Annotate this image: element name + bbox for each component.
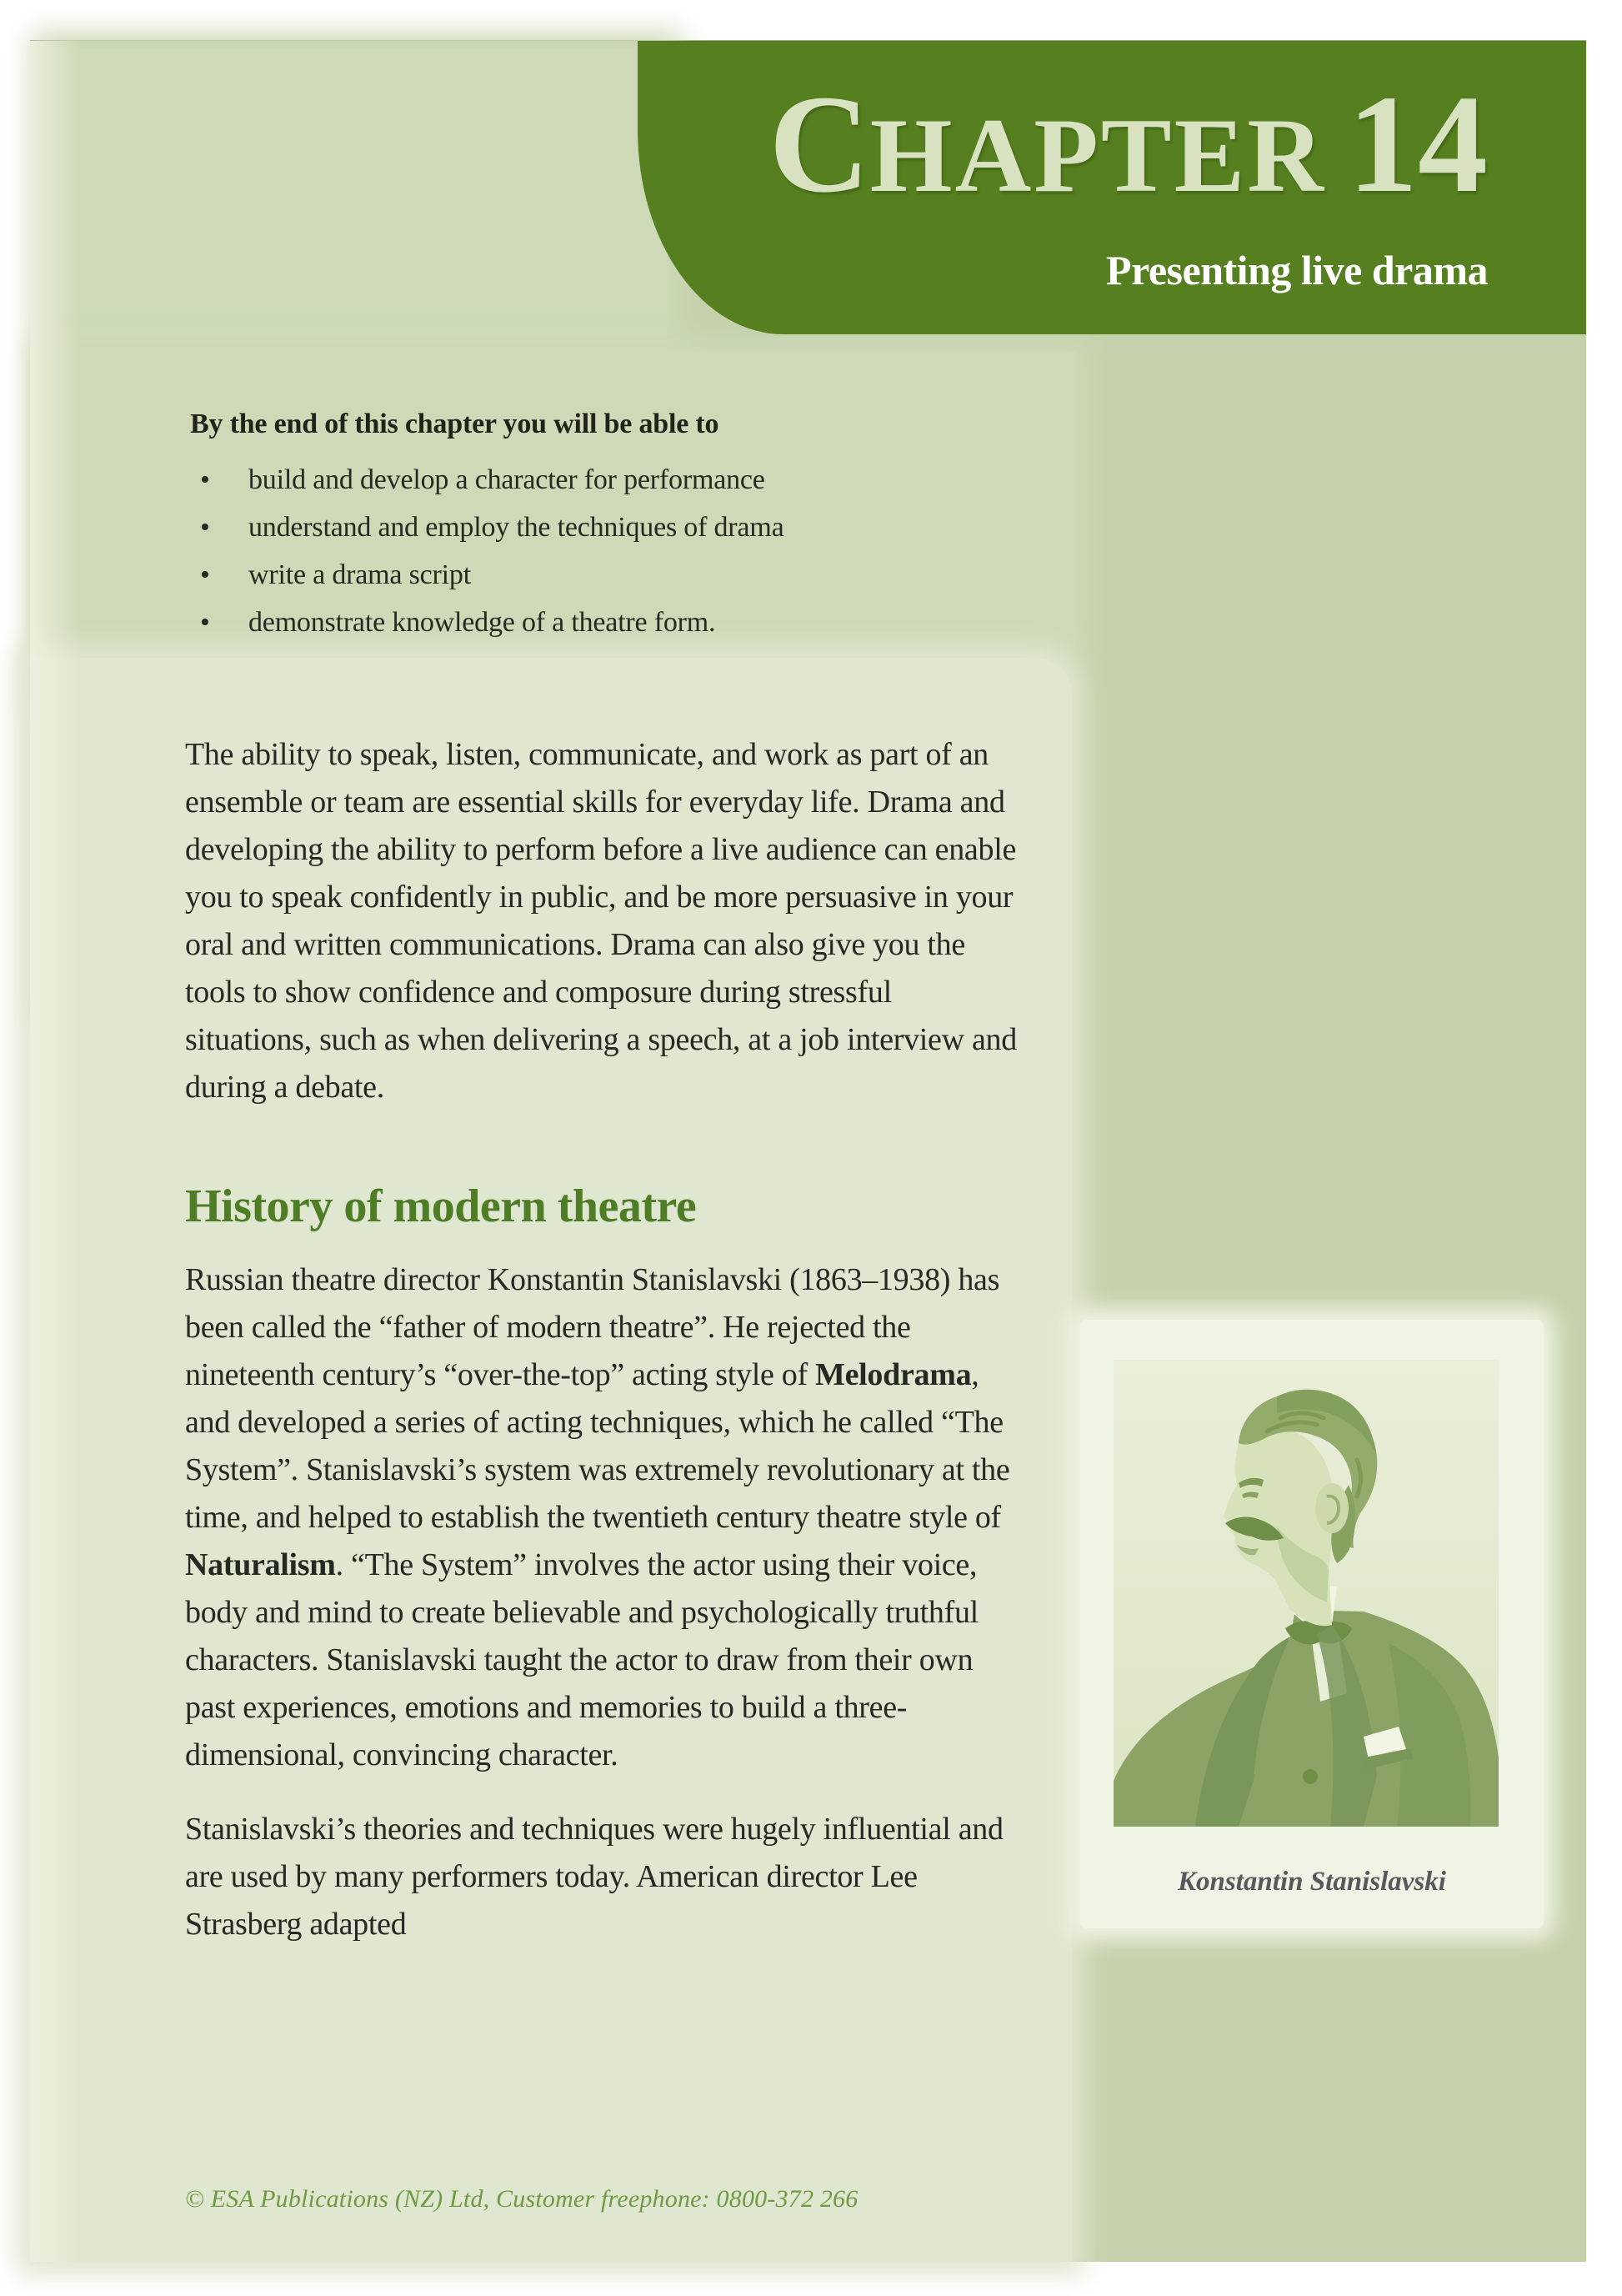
objective-item: [190, 504, 1032, 551]
section-heading: History of modern theatre: [185, 1181, 697, 1232]
intro-paragraph: The ability to speak, listen, communicate, and work as part of an ensemble or team are essential skills for everyday life. Drama and developing the ability to perform before a live audience can enable you to speak confidently in public, and be more persuasive in your oral and written communications. Drama can also give you the tools to show confidence and composure during stressful situations, such as when delivering a speech, at a job interview and during a debate.: [185, 737, 1017, 1105]
photo-caption: Konstantin Stanislavski: [1178, 1867, 1446, 1897]
history-paragraph: [185, 1256, 1019, 1779]
main-text-column: [185, 731, 1019, 1948]
chapter-title-rest: HAPTER: [869, 98, 1326, 214]
chapter-subtitle: Presenting live drama: [1106, 247, 1488, 293]
objectives-panel: [190, 406, 1032, 646]
history-paragraph-text: , and developed a series of acting techniques, which he called “The System”. Stanislavski’s system was extremely revolutionary at the time, and helped to establish the twentieth century theatre style of: [185, 1357, 1010, 1535]
bullet-icon: •: [200, 512, 210, 543]
page-left-edge-fade: [30, 41, 80, 2262]
chapter-number: 14: [1348, 67, 1488, 222]
naturalism-term: Naturalism: [185, 1547, 336, 1582]
chapter-banner: [638, 41, 1586, 334]
melodrama-term: Melodrama: [815, 1357, 972, 1392]
history-paragraph-text: . “The System” involves the actor using their voice, body and mind to create believable and psychologically truthful characters. Stanislavski taught the actor to draw from their own past experiences, emotions and memories to build a three-dimensional, convincing character.: [185, 1547, 979, 1772]
objective-item: [190, 551, 1032, 599]
objective-item: [190, 456, 1032, 504]
objective-text: understand and employ the techniques of drama: [248, 512, 784, 543]
chapter-title: [638, 67, 1488, 222]
bullet-icon: •: [200, 464, 210, 495]
bullet-icon: •: [200, 559, 210, 590]
objective-text: build and develop a character for performance: [248, 464, 765, 495]
objectives-list: [190, 456, 1032, 646]
objective-text: demonstrate knowledge of a theatre form.: [248, 607, 716, 638]
objective-text: write a drama script: [248, 559, 471, 590]
copyright-footer: © ESA Publications (NZ) Ltd, Customer freephone: 0800-372 266: [185, 2185, 859, 2213]
history-paragraph-2: Stanislavski’s theories and techniques were hugely influential and are used by many performers today. American director Lee Strasberg adapted: [185, 1812, 1004, 1942]
stanislavski-photo: [1114, 1360, 1499, 1827]
stanislavski-figure: [1080, 1320, 1544, 1928]
book-page: [30, 40, 1586, 2262]
objectives-title: By the end of this chapter you will be able to: [190, 409, 719, 439]
chapter-title-initial: C: [768, 67, 870, 222]
stanislavski-portrait-illustration: [1114, 1360, 1499, 1827]
objective-item: [190, 599, 1032, 646]
bullet-icon: •: [200, 607, 210, 638]
history-paragraph-text: Russian theatre director Konstantin Stanislavski (1863–1938) has been called the “father of modern theatre”. He rejected the nineteenth century’s “over-the-top” acting style of: [185, 1262, 1000, 1392]
